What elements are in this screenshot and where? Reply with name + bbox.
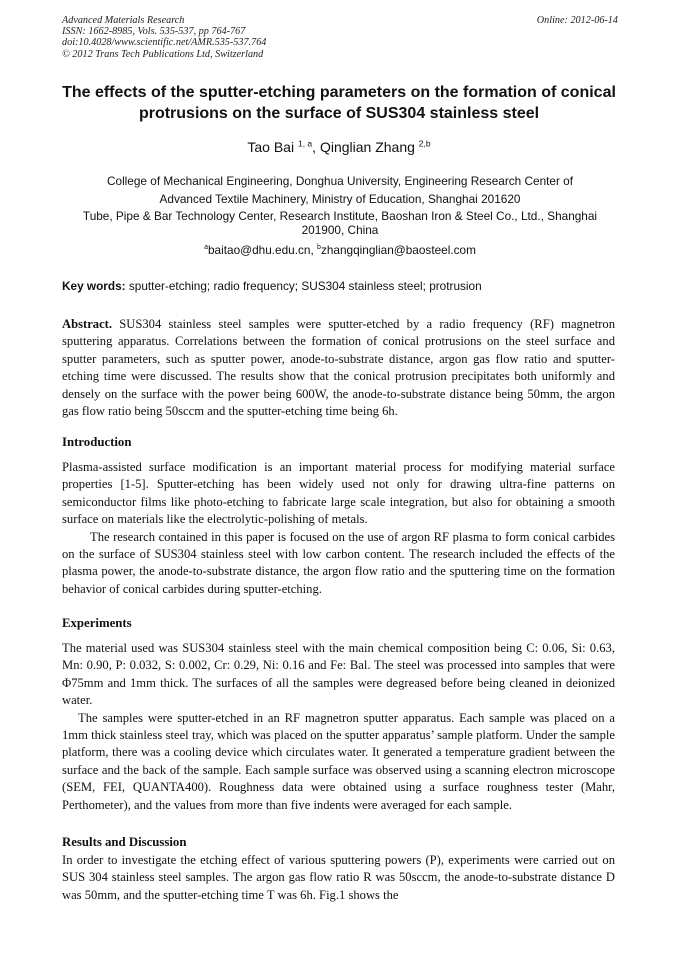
introduction-paragraph-1: Plasma-assisted surface modification is an important material process for modifying material surface properties [1-5]. Sputter-etching has been widely used not only for drawing ultra-fine patterns on semiconductor films like photo-etching to fabricate large scale integration, but also for obtaining a smooth surface on materials like the electrolytic-polishing of metals. <box>62 460 615 527</box>
experiments-paragraph-2: The samples were sputter-etched in an RF magnetron sputter apparatus. Each sample was placed on a 1mm thick stainless steel tray, which was placed on the sputter apparatus’ sample platform. Under the sample platform, there was a cooling device which circulates water. It generated a temperature gradient between the surface and the back of the sample. Each sample surface was observed using a scanning electron microscope (SEM, FEI, QUANTA400). Roughness data were obtained using a surface roughness tester (Mahr, Perthometer), and the values from more than five indents were averaged for each sample. <box>62 710 615 812</box>
journal-name: Advanced Materials Research <box>62 15 185 26</box>
affiliation-2 <box>62 209 618 237</box>
author-2: Qinglian Zhang <box>319 139 415 155</box>
abstract-label: Abstract. <box>62 317 113 331</box>
title-line-1: The effects of the sputter-etching parameters on the formation of conical <box>62 84 616 101</box>
email-b-marker: b <box>317 244 321 252</box>
affiliation-1-line-1: College of Mechanical Engineering, Donghua University, Engineering Research Center of <box>106 174 574 188</box>
results-heading: Results and Discussion <box>62 835 187 849</box>
title-line-2: protrusions on the surface of SUS304 stainless steel <box>138 105 540 122</box>
keywords-text: sputter-etching; radio frequency; SUS304 stainless steel; protrusion <box>125 279 482 293</box>
paper-title <box>50 82 628 124</box>
author-1-affil-marker: 1, a <box>297 138 313 149</box>
results-paragraph-1: In order to investigate the etching effect of various sputtering powers (P), experiments were carried out on SUS 304 stainless steel samples. The argon gas flow ratio R was 50sccm, the anode-to-substrate distance D was 50mm, and the sputter-etching time T was 6h. Fig.1 shows the <box>62 853 615 902</box>
affiliation-2-line-1: Tube, Pipe & Bar Technology Center, Research Institute, Baoshan Iron & Steel Co., Ltd., Shanghai <box>82 209 598 223</box>
keywords-label: Key words: <box>62 279 126 293</box>
results-section <box>62 852 615 904</box>
abstract-text: SUS304 stainless steel samples were sputter-etched by a radio frequency (RF) magnetron sputtering apparatus. Correlations between the formation of conical protrusions on the steel surface and sputter parameters, such as sputter power, anode-to-substrate distance, argon gas flow ratio and sputter-etching time were discussed. The results show that the conical protrusion precipitates both uniformly and densely on the surface with the power being 600W, the anode-to-substrate distance being 50mm, the argon gas flow ratio being 50sccm and the sputter-etching time being 6h. <box>62 317 615 419</box>
copyright-line: © 2012 Trans Tech Publications Ltd, Switzerland <box>62 48 264 60</box>
experiments-heading: Experiments <box>62 616 132 630</box>
affiliation-1 <box>62 172 618 208</box>
author-separator: , <box>312 139 320 155</box>
experiments-section <box>62 640 615 814</box>
email-a-marker: a <box>204 244 208 252</box>
introduction-heading: Introduction <box>62 435 132 449</box>
online-date: Online: 2012-06-14 <box>536 15 618 26</box>
author-1: Tao Bai <box>247 139 295 155</box>
issn-line: ISSN: 1662-8985, Vols. 535-537, pp 764-767 <box>62 26 246 38</box>
email-a[interactable]: baitao@dhu.edu.cn, <box>207 243 318 257</box>
author-emails <box>62 241 618 259</box>
experiments-paragraph-1: The material used was SUS304 stainless steel with the main chemical composition being C: 0.06, Si: 0.63, Mn: 0.90, P: 0.032, S: 0.002, Cr: 0.29, Ni: 0.16 and Fe: Bal. The steel was processed into samples that were Φ75mm and 1mm thick. The surfaces of all the samples were degreased before being cleaned in deionized water. <box>62 641 615 708</box>
journal-header <box>62 15 618 60</box>
affiliation-1-line-2: Advanced Textile Machinery, Ministry of Education, Shanghai 201620 <box>159 192 521 206</box>
author-list <box>40 138 638 156</box>
introduction-section <box>62 459 615 598</box>
email-b[interactable]: zhangqinglian@baosteel.com <box>320 243 476 257</box>
doi-line: doi:10.4028/www.scientific.net/AMR.535-537.764 <box>62 37 267 49</box>
author-2-affil-marker: 2,b <box>418 138 431 149</box>
keywords <box>62 278 618 294</box>
abstract <box>62 316 615 420</box>
affiliation-2-line-2: 201900, China <box>301 223 379 237</box>
introduction-paragraph-2: The research contained in this paper is focused on the use of argon RF plasma to form conical carbides on the surface of SUS304 stainless steel with low carbon content. The research included the effects of the plasma power, the anode-to-substrate distance, the argon flow ratio and the sputtering time on the formation behavior of conical carbides during sputter-etching. <box>62 529 615 596</box>
